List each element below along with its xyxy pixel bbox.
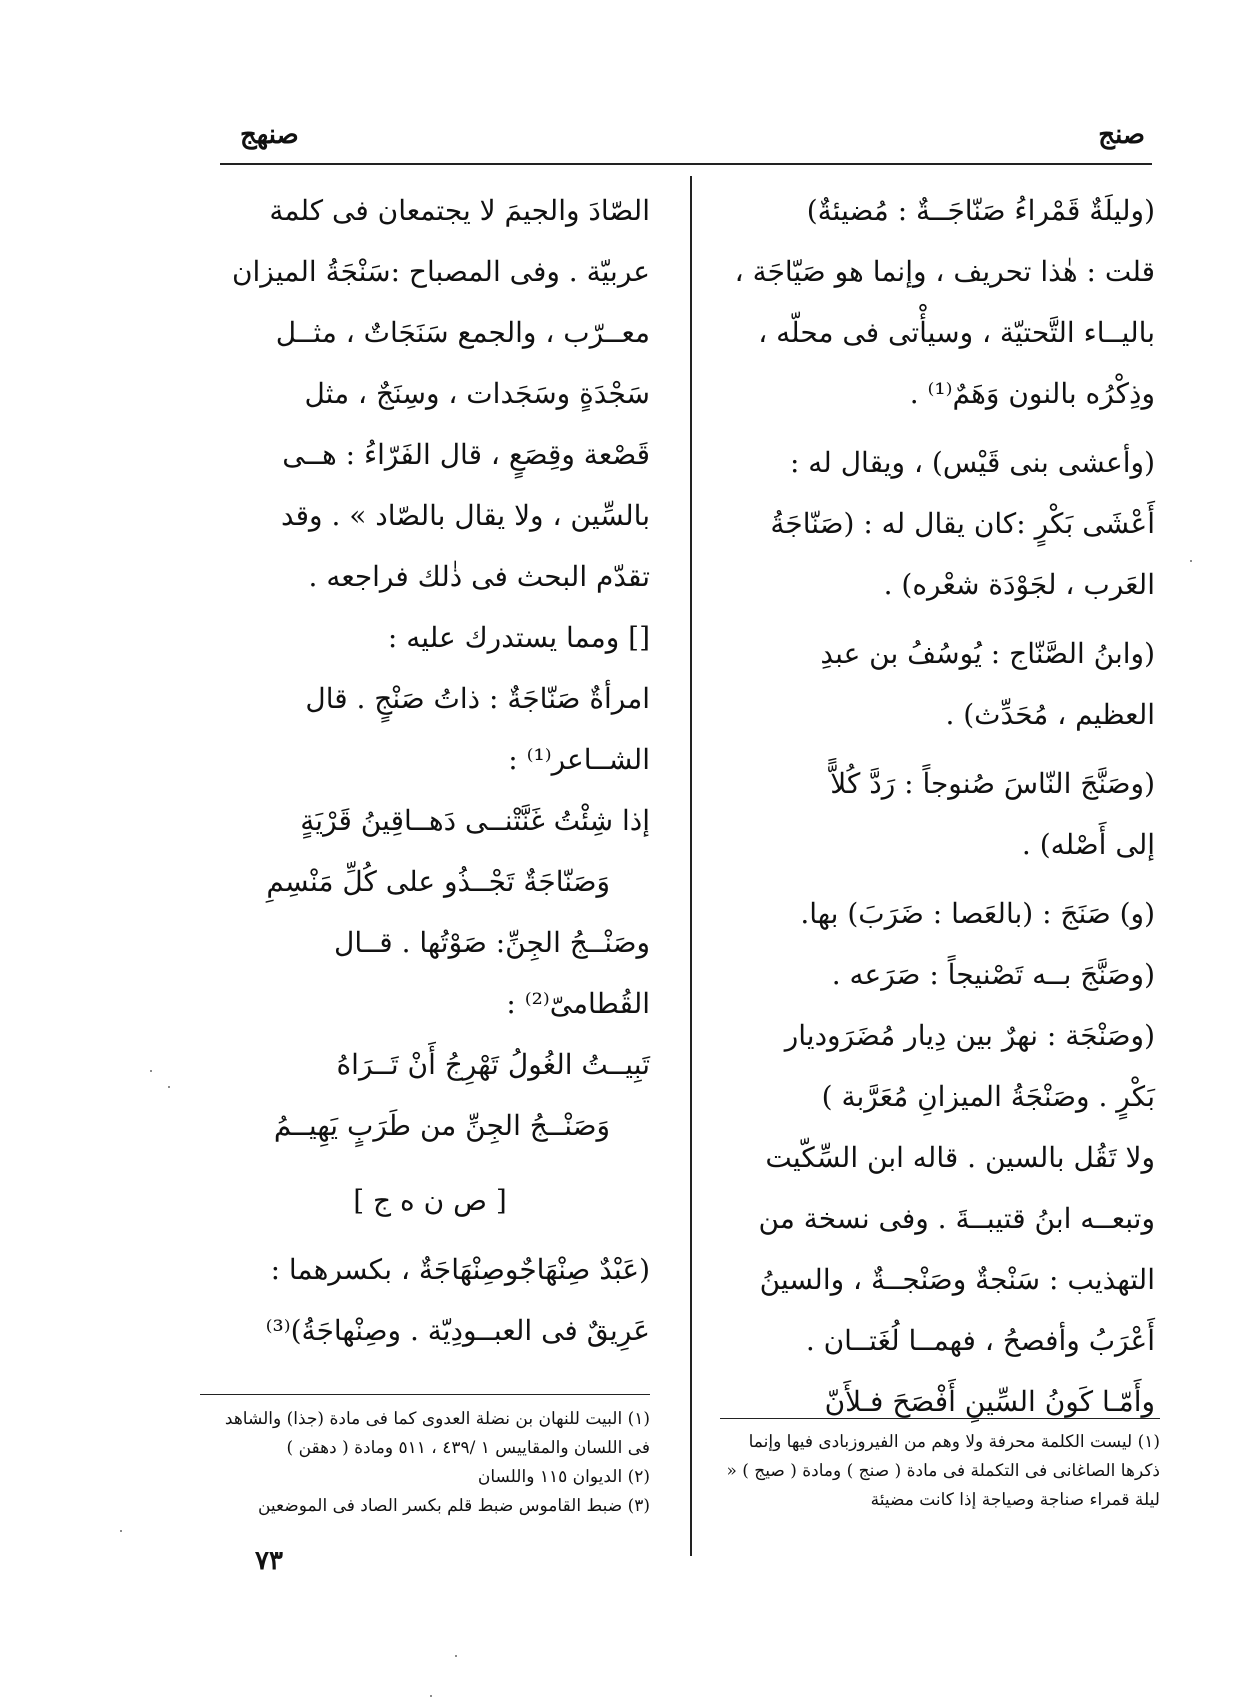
text-line: سَجْدَةٍ وسَجَدات ، وسِنَجٌ ، مثل — [304, 377, 650, 410]
text-line: (وصَنَّجَ النّاسَ صُنوجاً : رَدَّ كُلاًّ — [830, 767, 1155, 800]
text-line: (وابنُ الصَّنّاج : يُوسُفُ بن عبدِ — [820, 637, 1155, 670]
scan-speck — [430, 1695, 432, 1697]
footnote-rule-left — [200, 1394, 650, 1395]
text-line: معــرّب ، والجمع سَنَجَاتٌ ، مثــل — [275, 316, 650, 349]
verse-hemistich: وَصَنّاجَةٌ تَجْــذُو على كُلِّ مَنْسِمِ — [266, 865, 610, 898]
footnote: (٢) الديوان ١١٥ واللسان — [477, 1467, 650, 1487]
text-line: ولا تَقُل بالسين . قاله ابن السِّكّيت — [765, 1141, 1155, 1174]
text-line: امرأةٌ صَنّاجَةٌ : ذاتُ صَنْجٍ . قال — [305, 682, 650, 715]
text-line: (و) صَنَجَ : (بالعَصا : ضَرَبَ) بها. — [800, 897, 1155, 930]
scan-speck — [150, 1070, 152, 1072]
text-line: قَصْعة وقِصَعٍ ، قال الفَرّاءُ : هــى — [282, 438, 650, 471]
scan-speck — [455, 1655, 457, 1657]
text-line: إلى أَصْله) . — [1021, 828, 1155, 861]
text-line: العَرب ، لجَوْدَة شعْره) . — [883, 568, 1155, 601]
footnotes-right — [715, 1428, 1160, 1515]
text-line: (وصَنْجَة : نهرٌ بين دِيار مُضَرَوديار — [784, 1019, 1155, 1052]
text-line: (وأعشى بنى قَيْس) ، ويقال له : — [789, 446, 1155, 479]
text-line: القُطامىّ⁽²⁾ : — [506, 987, 650, 1020]
text-line: وتبعــه ابنُ قتيبــةَ . وفى نسخة من — [758, 1202, 1155, 1235]
footnotes-left — [198, 1405, 650, 1521]
text-line: قلت : هٰذا تحريف ، وإنما هو صَيّاجَة ، — [734, 255, 1155, 288]
text-line: الشــاعر⁽¹⁾ : — [508, 743, 650, 776]
left-column — [210, 180, 650, 1361]
scan-speck — [168, 1086, 170, 1088]
footnote: (١) ليست الكلمة محرفة ولا وهم من الفيروزبادى فيها وإنما ذكرها الصاغانى فى التكملة فى مادة ( صنج ) ومادة ( صيج ) « ليلة قمراء صناجة وصياجة إذا كانت مضيئة — [726, 1432, 1160, 1510]
text-line: باليــاء التَّحتيّة ، وسيأْتى فى محلّه ، — [758, 316, 1155, 349]
footnote: (٣) ضبط القاموس ضبط قلم بكسر الصاد فى الموضعين — [257, 1496, 650, 1516]
entry-heading: [ ص ن ه ج ] — [353, 1184, 507, 1217]
text-line: وأَمّـا كَونُ السِّينِ أَفْصَحَ فـلأَنّ — [824, 1385, 1155, 1418]
footnote: (١) البيت للنهان بن نضلة العدوى كما فى مادة (جذا) والشاهد فى اللسان والمقاييس ١ /٤٣٩ ، ٥١١ ومادة ( دهقن ) — [224, 1409, 650, 1458]
text-line: الصّادَ والجيمَ لا يجتمعان فى كلمة — [269, 194, 650, 227]
text-line: عَرِيقٌ فى العبــودِيّة . وصِنْهاجَةُ)⁽³⁾ — [265, 1314, 650, 1347]
footnote-rule-right — [720, 1418, 1160, 1419]
text-line: التهذيب : سَنْجةٌ وصَنْجــةٌ ، والسينُ — [759, 1263, 1155, 1296]
verse-hemistich: إذا شِئْتُ غَنَّتْنــى دَهــاقِينُ قَرْيَةٍ — [300, 804, 650, 837]
text-line: بالسِّين ، ولا يقال بالصّاد » . وقد — [280, 499, 650, 532]
verse-hemistich: وَصَنْــجُ الجِنِّ من طَرَبٍ يَهِيــمُ — [273, 1109, 610, 1142]
text-line: العظيم ، مُحَدِّث) . — [945, 698, 1155, 731]
page-number: ٧٣ — [255, 1546, 283, 1576]
running-head-left: صنهج — [240, 120, 299, 150]
text-line: تقدّم البحث فى ذٰلك فراجعه . — [308, 560, 650, 593]
text-line: عربيّة . وفى المصباح :سَنْجَةُ الميزان — [231, 255, 650, 288]
right-column — [720, 180, 1155, 1432]
verse-hemistich: تَبِيــتُ الغُولُ تَهْرِجُ أَنْ تَــرَاهُ — [336, 1048, 650, 1081]
text-line: أَعْشَى بَكْرٍ :كان يقال له : (صَنّاجَةُ — [770, 507, 1155, 540]
scan-speck — [1190, 560, 1192, 562]
text-line: وصَنْــجُ الجِنِّ: صَوْتُها . قــال — [334, 926, 650, 959]
mustadrak-line: [] ومما يستدرك عليه : — [387, 621, 650, 654]
column-divider — [690, 176, 692, 1556]
scan-speck — [120, 1530, 122, 1532]
header-rule — [220, 163, 1152, 165]
text-line: (وليلَةٌ قَمْراءُ صَنّاجَــةٌ : مُضيئةٌ) — [806, 194, 1155, 227]
text-line: وذِكْرُه بالنون وَهَمٌ⁽¹⁾ . — [909, 377, 1155, 410]
running-head-right: صنج — [1098, 120, 1145, 150]
text-line: (وصَنَّجَ بــه تَصْنيجاً : صَرَعه . — [831, 958, 1155, 991]
text-line: أَعْرَبُ وأفصحُ ، فهمــا لُغَتــان . — [805, 1324, 1155, 1357]
text-line: (عَبْدٌ صِنْهَاجٌوصِنْهَاجَةٌ ، بكسرهما : — [270, 1253, 650, 1286]
text-line: بَكْرٍ . وصَنْجَةُ الميزانِ مُعَرَّبة ) — [821, 1080, 1155, 1113]
